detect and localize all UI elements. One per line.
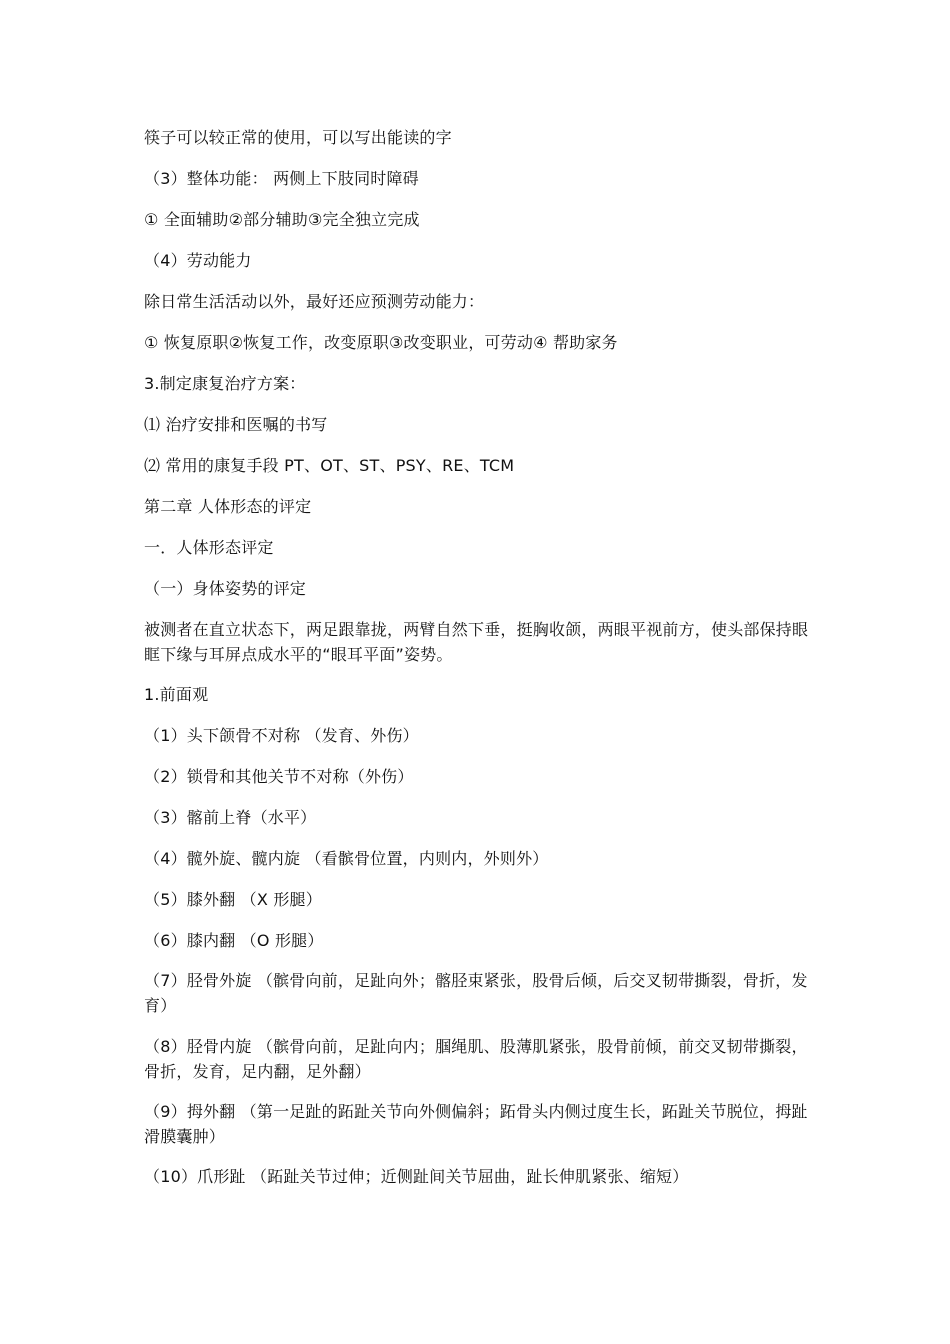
chapter-title: 第二章 人体形态的评定	[144, 497, 312, 516]
section-heading: 一．人体形态评定	[144, 538, 274, 557]
list-item: （7）胫骨外旋 （髌骨向前，足趾向外；髂胫束紧张，股骨后倾，后交叉韧带撕裂，骨折，发育）	[144, 971, 808, 1015]
paragraph: 被测者在直立状态下，两足跟靠拢，两臂自然下垂，挺胸收颌，两眼平视前方，使头部保持眼眶下缘与耳屏点成水平的“眼耳平面”姿势。	[144, 620, 809, 664]
list-item: （10）爪形趾 （跖趾关节过伸；近侧趾间关节屈曲，趾长伸肌紧张、缩短）	[144, 1167, 689, 1186]
section-heading: 3.制定康复治疗方案：	[144, 374, 306, 393]
text-line: ① 全面辅助②部分辅助③完全独立完成	[144, 210, 420, 229]
text-line: ⑵ 常用的康复手段 PT、OT、ST、PSY、RE、TCM	[144, 456, 515, 475]
text-line: 除日常生活活动以外，最好还应预测劳动能力：	[144, 292, 485, 311]
list-item: （8）胫骨内旋 （髌骨向前，足趾向内；腘绳肌、股薄肌紧张，股骨前倾，前交叉韧带撕裂，骨折，发育，足内翻，足外翻）	[144, 1037, 808, 1081]
list-item: （4）髋外旋、髋内旋 （看髌骨位置，内则内，外则外）	[144, 849, 549, 868]
section-heading: （一）身体姿势的评定	[144, 579, 307, 598]
list-item: （2）锁骨和其他关节不对称（外伤）	[144, 767, 414, 786]
section-heading: 1.前面观	[144, 685, 209, 704]
text-line: ⑴ 治疗安排和医嘱的书写	[144, 415, 328, 434]
text-line: （3）整体功能： 两侧上下肢同时障碍	[144, 169, 419, 188]
list-item: （5）膝外翻 （X 形腿）	[144, 890, 322, 909]
text-line: 筷子可以较正常的使用，可以写出能读的字	[144, 128, 452, 147]
section-heading: （4）劳动能力	[144, 251, 252, 270]
list-item: （1）头下颌骨不对称 （发育、外伤）	[144, 726, 419, 745]
text-line: ① 恢复原职②恢复工作，改变原职③改变职业，可劳动④ 帮助家务	[144, 333, 618, 352]
list-item: （9）拇外翻 （第一足趾的跖趾关节向外侧偏斜；跖骨头内侧过度生长，跖趾关节脱位，拇趾滑膜囊肿）	[144, 1102, 808, 1146]
list-item: （3）髂前上脊（水平）	[144, 808, 317, 827]
list-item: （6）膝内翻 （O 形腿）	[144, 931, 324, 950]
